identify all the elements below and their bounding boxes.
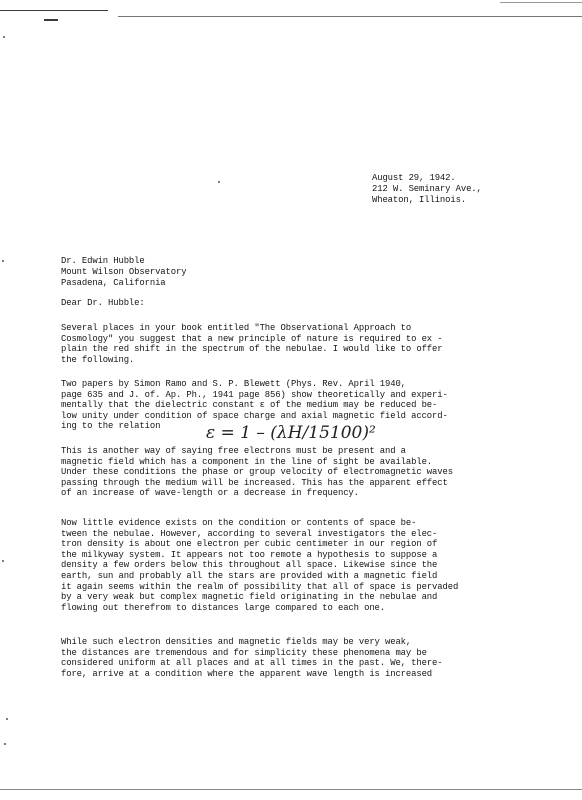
paragraph-line: earth, sun and probably all the stars are provided with a magnetic field <box>61 570 438 581</box>
paragraph-line: passing through the medium will be increased. This has the apparent effect <box>61 477 448 488</box>
paragraph-line: ing to the relation <box>61 421 161 432</box>
recipient-line: Mount Wilson Observatory <box>61 267 187 277</box>
paragraph-line: Cosmology" you suggest that a new principle of nature is required to ex - <box>61 333 443 344</box>
top-rule-right <box>118 16 582 17</box>
paragraph-line: Now little evidence exists on the condition or contents of space be- <box>61 518 417 528</box>
top-rule-left <box>0 10 108 11</box>
paragraph-line: magnetic field which has a component in the line of sight be available. <box>61 456 433 467</box>
body-paragraph <box>61 518 458 613</box>
sender-address-line: 212 W. Seminary Ave., <box>372 184 482 194</box>
paragraph-line: low unity under condition of space charge and axial magnetic field accord- <box>61 410 448 421</box>
scan-speck <box>6 718 8 720</box>
body-paragraph <box>61 323 443 365</box>
paragraph-line: This is another way of saying free electrons must be present and a <box>61 446 406 456</box>
paragraph-line: flowing out therefrom to distances large compared to each one. <box>61 602 386 613</box>
scan-speck <box>2 260 4 262</box>
scan-speck <box>218 181 220 183</box>
paragraph-line: Several places in your book entitled "The Observational Approach to <box>61 323 412 333</box>
paragraph-line: tween the nebulae. However, according to several investigators the elec- <box>61 528 438 539</box>
recipient-line: Pasadena, California <box>61 278 166 288</box>
paragraph-line: Two papers by Simon Ramo and S. P. Blewett (Phys. Rev. April 1940, <box>61 379 406 389</box>
paragraph-line: of an increase of wave-length or a decrease in frequency. <box>61 488 359 499</box>
top-rule-dash <box>44 19 58 21</box>
top-rule-edge <box>500 2 582 3</box>
body-paragraph <box>61 446 453 499</box>
paragraph-line: mentally that the dielectric constant ε of the medium may be reduced be- <box>61 400 438 411</box>
scan-speck <box>3 36 5 38</box>
paragraph-line: plain the red shift in the spectrum of the nebulae. I would like to offer <box>61 344 443 355</box>
body-paragraph <box>61 637 443 679</box>
recipient-name: Dr. Edwin Hubble <box>61 256 145 266</box>
paragraph-line: considered uniform at all places and at all times in the past. We, there- <box>61 658 443 669</box>
paragraph-line: it again seems within the realm of possibility that all of space is pervaded <box>61 581 459 592</box>
salutation: Dear Dr. Hubble: <box>61 298 145 308</box>
bottom-rule <box>0 789 582 790</box>
letter-date: August 29, 1942. <box>372 173 456 183</box>
sender-address-line: Wheaton, Illinois. <box>372 195 467 205</box>
scan-speck <box>2 560 4 562</box>
paragraph-line: Under these conditions the phase or group velocity of electromagnetic waves <box>61 467 453 478</box>
paragraph-line: density a few orders below this throughout all space. Likewise since the <box>61 560 438 571</box>
paragraph-line: fore, arrive at a condition where the apparent wave length is increased <box>61 668 433 679</box>
handwritten-equation: ε = 1 – (λH/15100)² <box>206 423 376 443</box>
paragraph-line: While such electron densities and magnetic fields may be very weak, <box>61 637 412 647</box>
paragraph-line: page 635 and J. of. Ap. Ph., 1941 page 856) show theoretically and experi- <box>61 389 448 400</box>
paragraph-line: the distances are tremendous and for simplicity these phenomena may be <box>61 647 427 658</box>
scan-speck <box>4 743 6 745</box>
paragraph-line: by a very weak but complex magnetic field originating in the nebulae and <box>61 592 438 603</box>
paragraph-line: tron density is about one electron per cubic centimeter in our region of <box>61 539 438 550</box>
paragraph-line: the following. <box>61 354 135 365</box>
paragraph-line: the milkyway system. It appears not too remote a hypothesis to suppose a <box>61 549 438 560</box>
